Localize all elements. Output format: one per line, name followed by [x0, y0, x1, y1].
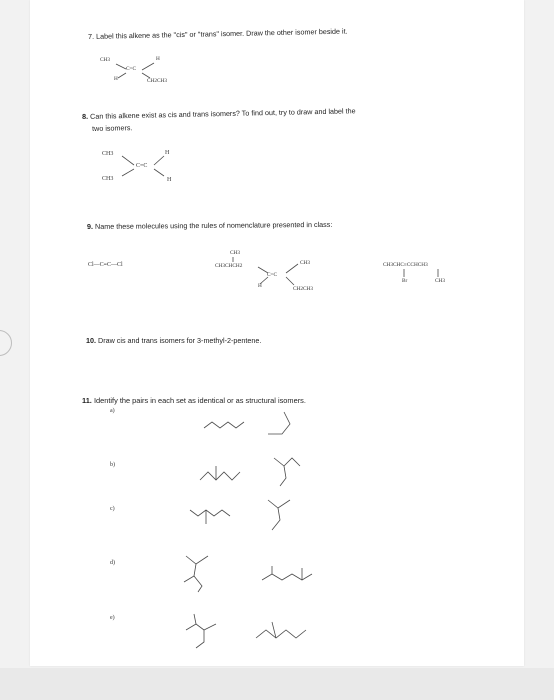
- q9-mol2-right-top: CH3: [300, 260, 311, 266]
- q9-mol2-bottom-left: H: [258, 283, 262, 289]
- q7-bonds: [110, 60, 160, 82]
- q11-part-a-label: a): [110, 408, 115, 414]
- q9-mol2-methyl: CH3: [230, 250, 241, 256]
- q8-top-right: H: [165, 150, 170, 156]
- q7-top-right: H: [156, 56, 160, 62]
- q7-bottom-right: CH2CH3: [147, 78, 168, 84]
- q11-part-e-label: e): [110, 615, 115, 621]
- question-9-text: Name these molecules using the rules of nomenclature presented in class:: [94, 219, 333, 231]
- bottom-strip: [0, 668, 554, 700]
- q8-top-left: CH3: [102, 151, 114, 157]
- question-11-number: 11.: [82, 396, 92, 405]
- page-edge-arc: [0, 330, 12, 356]
- question-7-text: Label this alkene as the "cis" or "trans" isomer. Draw the other isomer beside it.: [95, 26, 348, 41]
- question-11: [82, 396, 306, 405]
- q11-c-left-structure: [188, 502, 236, 528]
- question-8-text-line2: two isomers.: [92, 123, 133, 133]
- q8-center: C=C: [136, 163, 148, 169]
- question-10-text: Draw cis and trans isomers for 3-methyl-2-pentene.: [98, 336, 262, 345]
- q9-mol2-chain: CH3CHCH2: [215, 263, 243, 269]
- q9-mol2-bottom-right: CH2CH3: [293, 286, 314, 292]
- q11-part-d-label: d): [110, 560, 115, 566]
- q9-mol3-bonds: [402, 268, 442, 280]
- q8-bottom-right: H: [167, 177, 172, 183]
- question-9: [87, 220, 332, 231]
- q9-mol2-center: C=C: [267, 272, 278, 278]
- q7-bottom-left: H: [114, 76, 118, 82]
- q11-d-right-structure: [260, 564, 316, 588]
- question-8-number: 8.: [82, 111, 89, 121]
- q11-part-c-label: c): [110, 506, 115, 512]
- q11-d-left-structure: [180, 550, 220, 594]
- q11-c-right-structure: [266, 496, 302, 536]
- q11-b-left-structure: [198, 460, 244, 486]
- q9-molecule-1: Cl—C≡C—Cl: [88, 262, 123, 268]
- question-10: [86, 336, 261, 345]
- q11-b-right-structure: [272, 454, 308, 490]
- question-7-number: 7.: [88, 31, 95, 41]
- question-8: [82, 106, 356, 121]
- q11-a-left-structure: [202, 418, 246, 434]
- q7-top-left: CH3: [100, 57, 111, 63]
- question-11-text: Identify the pairs in each set as identical or as structural isomers.: [93, 396, 306, 405]
- q9-mol2-bonds: [230, 255, 310, 289]
- question-8-line2: [92, 123, 133, 133]
- question-8-text-line1: Can this alkene exist as cis and trans isomers? To find out, try to draw and label the: [89, 106, 356, 121]
- q11-e-right-structure: [254, 618, 310, 644]
- question-7: [88, 27, 348, 41]
- question-10-number: 10.: [86, 336, 96, 345]
- q11-a-right-structure: [266, 410, 296, 438]
- q8-bottom-left: CH3: [102, 176, 114, 182]
- q11-e-left-structure: [182, 612, 226, 652]
- q11-part-b-label: b): [110, 462, 115, 468]
- q9-mol3-chain: CH3CHC≡CCHCH3: [383, 262, 428, 268]
- q9-mol3-sub-right: CH3: [435, 278, 446, 284]
- q8-bonds: [118, 154, 170, 180]
- q9-mol3-sub-left: Br: [402, 278, 408, 284]
- question-9-number: 9.: [87, 221, 94, 231]
- q7-center: C=C: [126, 66, 137, 72]
- worksheet-page: [30, 0, 524, 666]
